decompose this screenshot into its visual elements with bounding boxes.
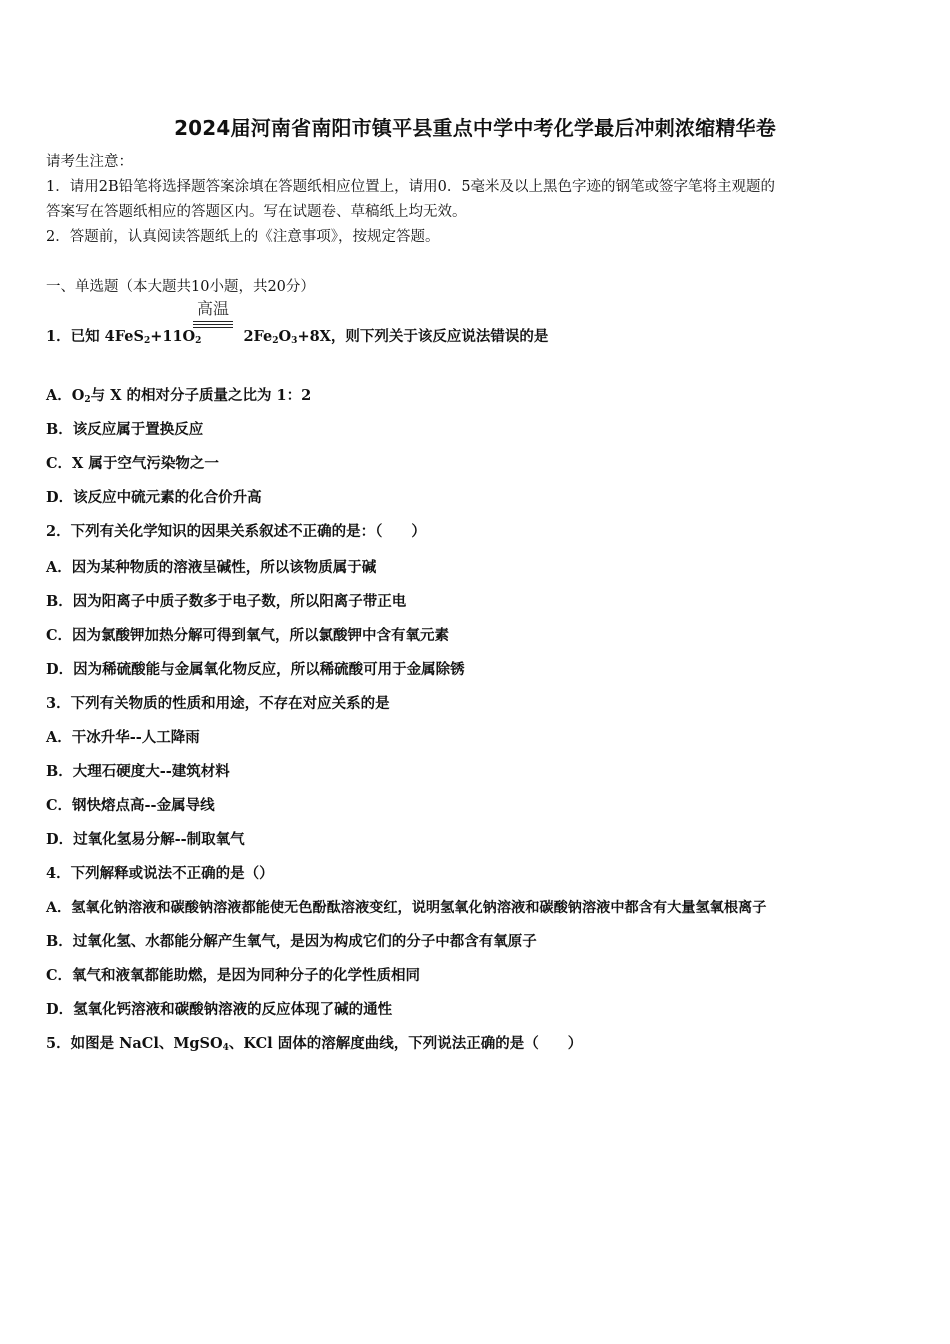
notice-item-1-cont: 答案写在答题纸相应的答题区内。写在试题卷、草稿纸上均无效。 xyxy=(46,204,467,220)
notice-item-2: 2．答题前，认真阅读答题纸上的《注意事项》，按规定答题。 xyxy=(46,229,440,245)
page-title: 2024届河南省南阳市镇平县重点中学中考化学最后冲刺浓缩精华卷 xyxy=(174,116,776,140)
reaction-condition: 高温 xyxy=(196,299,229,318)
question-2-option-d[interactable]: D．因为稀硫酸能与金属氧化物反应，所以稀硫酸可用于金属除锈 xyxy=(46,661,465,678)
question-3-stem: 3．下列有关物质的性质和用途，不存在对应关系的是 xyxy=(46,695,390,712)
question-2-option-a[interactable]: A．因为某种物质的溶液呈碱性，所以该物质属于碱 xyxy=(46,559,377,576)
question-1-option-c[interactable]: C．X 属于空气污染物之一 xyxy=(46,455,219,472)
question-4-option-c[interactable]: C．氧气和液氧都能助燃，是因为同种分子的化学性质相同 xyxy=(46,967,421,984)
question-3-option-c[interactable]: C．钢快熔点高--金属导线 xyxy=(46,797,215,814)
notice-item-1: 1．请用2B铅笔将选择题答案涂填在答题纸相应位置上，请用0．5毫米及以上黑色字迹的钢笔或签字笔将主观题的 xyxy=(46,179,776,195)
question-2-option-c[interactable]: C．因为氯酸钾加热分解可得到氧气，所以氯酸钾中含有氧元素 xyxy=(46,627,450,644)
section-heading: 一、单选题（本大题共10小题，共20分） xyxy=(46,279,315,295)
question-3-option-b[interactable]: B．大理石硬度大--建筑材料 xyxy=(46,763,230,780)
question-4-option-d[interactable]: D．氢氧化钙溶液和碳酸钠溶液的反应体现了碱的通性 xyxy=(46,1001,393,1018)
question-3-option-d[interactable]: D．过氧化氢易分解--制取氧气 xyxy=(46,831,245,848)
equation-arrow xyxy=(193,321,233,328)
question-1-option-a[interactable]: A．$O_2$与 X 的相对分子质量之比为 1：2 xyxy=(46,387,312,405)
notice-heading: 请考生注意： xyxy=(46,154,133,170)
question-2-option-b[interactable]: B．因为阳离子中质子数多于电子数，所以阳离子带正电 xyxy=(46,593,407,610)
question-4-option-b[interactable]: B．过氧化氢、水都能分解产生氧气，是因为构成它们的分子中都含有氧原子 xyxy=(46,933,537,950)
question-1-option-d[interactable]: D．该反应中硫元素的化合价升高 xyxy=(46,489,262,506)
question-1-option-b[interactable]: B．该反应属于置换反应 xyxy=(46,421,204,438)
question-5-stem: 5．如图是 NaCl、MgSO$_4$、KCl 固体的溶解度曲线，下列说法正确的是（ ） xyxy=(46,1035,583,1053)
question-4-option-a[interactable]: A．氢氧化钠溶液和碳酸钠溶液都能使无色酚酞溶液变红，说明氢氧化钠溶液和碳酸钠溶液中都含有大量氢氧根离子 xyxy=(46,900,767,916)
question-1-stem: 1．已知 $4FeS_2+11O_2$ $2Fe_2O_3+8X$，则下列关于该反应说法错误的是 xyxy=(46,328,549,346)
question-4-stem: 4．下列解释或说法不正确的是（） xyxy=(46,865,274,882)
question-2-stem: 2．下列有关化学知识的因果关系叙述不正确的是：（ ） xyxy=(46,523,426,540)
question-3-option-a[interactable]: A．干冰升华--人工降雨 xyxy=(46,729,200,746)
